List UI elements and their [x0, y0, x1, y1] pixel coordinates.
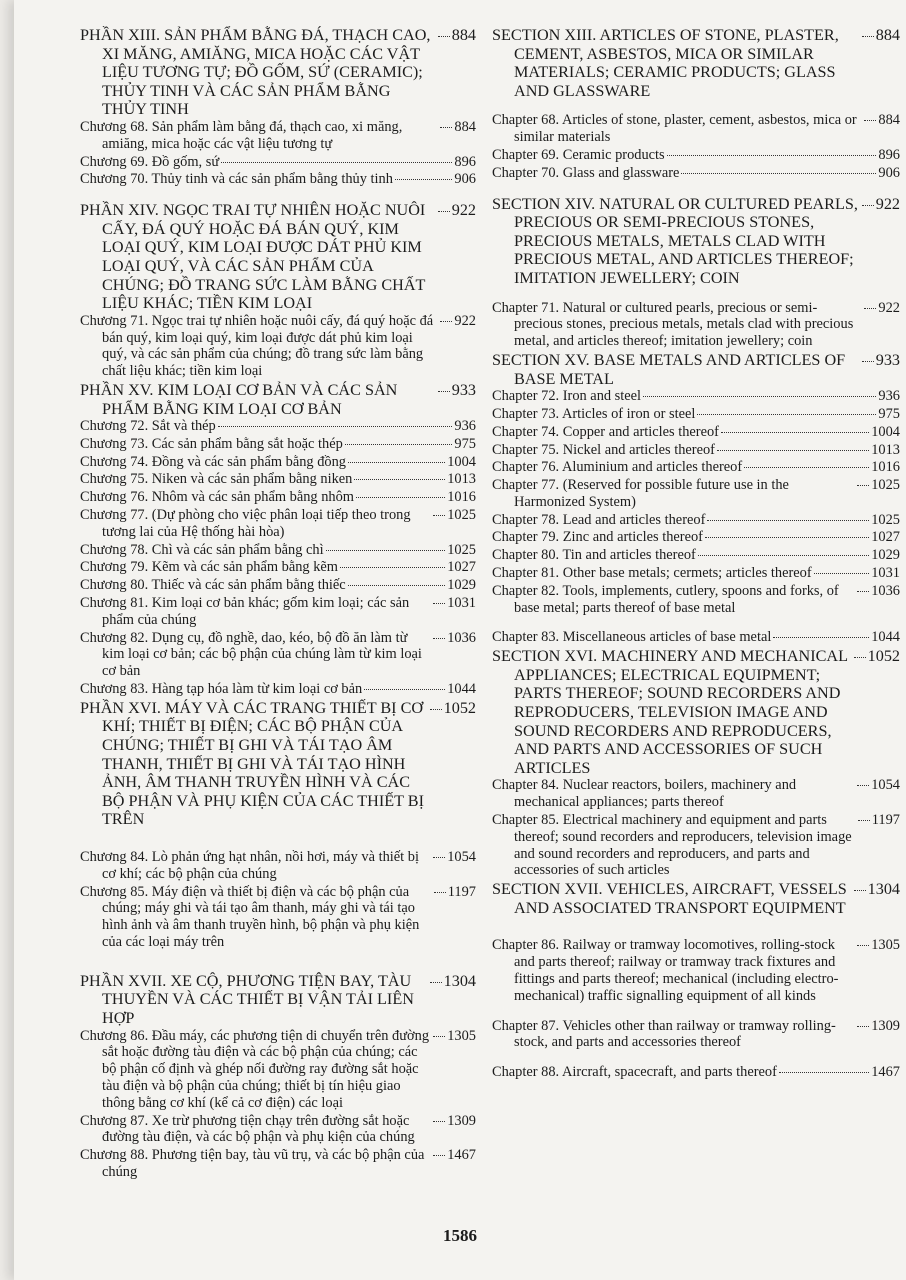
toc-chapter-entry: Chương 76. Nhôm và các sản phẩm bằng nhôm 1016 [80, 489, 476, 506]
dot-leader [857, 591, 869, 592]
toc-chapter-entry: Chapter 79. Zinc and articles thereof 1027 [492, 529, 900, 546]
dot-leader [854, 890, 866, 891]
toc-section-heading: PHẦN XVII. XE CỘ, PHƯƠNG TIỆN BAY, TÀU THUYỀN VÀ CÁC THIẾT BỊ VẬN TẢI LIÊN HỢP 1304 [80, 971, 476, 1027]
page-ref: 1029 [447, 577, 476, 594]
toc-chapter-entry: Chương 70. Thủy tinh và các sản phẩm bằng thủy tinh 906 [80, 171, 476, 188]
page-ref: 1029 [871, 547, 900, 564]
dot-leader [356, 497, 445, 498]
page-ref: 936 [454, 418, 476, 435]
page-ref: 1305 [871, 937, 900, 954]
page-ref: 1004 [447, 453, 476, 470]
dot-leader [717, 450, 869, 451]
page-ref: 1054 [447, 849, 476, 865]
page-ref: 1467 [447, 1147, 476, 1164]
dot-leader [707, 520, 869, 521]
dot-leader [348, 585, 446, 586]
page-ref: 1025 [871, 511, 900, 528]
dot-leader [857, 485, 869, 486]
page-ref: 1025 [447, 541, 476, 558]
page-ref: 1031 [447, 595, 476, 612]
dot-leader [433, 638, 445, 639]
dot-leader [814, 573, 870, 574]
toc-chapter-entry: Chương 69. Đồ gốm, sứ 896 [80, 153, 476, 170]
toc-chapter-entry: Chapter 81. Other base metals; cermets; articles thereof 1031 [492, 565, 900, 582]
page-number: 1586 [443, 1226, 477, 1245]
dot-leader [433, 515, 445, 516]
page-ref: 1305 [447, 1027, 476, 1044]
page-ref: 1044 [447, 681, 476, 698]
page-ref: 1309 [871, 1017, 900, 1034]
toc-chapter-entry: Chapter 80. Tin and articles thereof 1029 [492, 547, 900, 564]
dot-leader [433, 1036, 445, 1037]
dot-leader [681, 173, 876, 174]
dot-leader [862, 205, 874, 206]
page-ref: 1025 [871, 477, 900, 494]
toc-chapter-entry: Chương 71. Ngọc trai tự nhiên hoặc nuôi cấy, đá quý hoặc đá bán quý, kim loại quý, kim loại được dát phủ kim loại quý, và các sản phẩm của chúng; đồ trang sức làm bằng chất liệu khác; tiền kim loại 922 [80, 312, 476, 380]
page-ref: 922 [451, 201, 476, 220]
dot-leader [430, 982, 442, 983]
dot-leader [433, 1121, 445, 1122]
page-ref: 1052 [867, 647, 900, 666]
toc-section-heading: PHẦN XVI. MÁY VÀ CÁC TRANG THIẾT BỊ CƠ KHÍ; THIẾT BỊ ĐIỆN; CÁC BỘ PHẬN CỦA CHÚNG; THIẾT BỊ GHI VÀ TÁI TẠO ÂM THANH, THIẾT BỊ GHI VÀ TÁI TẠO HÌNH ẢNH, ÂM THANH TRUYỀN HÌNH VÀ CÁC BỘ PHẬN VÀ PHỤ KIỆN CỦA CÁC THIẾT BỊ TRÊN 1052 [80, 698, 476, 829]
page-ref: 1016 [447, 489, 476, 506]
toc-chapter-entry: Chương 81. Kim loại cơ bản khác; gốm kim loại; các sản phẩm của chúng 1031 [80, 595, 476, 628]
dot-leader [433, 1155, 445, 1156]
toc-chapter-entry: Chapter 78. Lead and articles thereof 1025 [492, 511, 900, 528]
dot-leader [221, 162, 452, 163]
dot-leader [857, 945, 869, 946]
toc-column-vietnamese [80, 26, 476, 1182]
page-ref: 1197 [871, 812, 900, 829]
toc-chapter-entry: Chương 79. Kẽm và các sản phẩm bằng kẽm 1027 [80, 559, 476, 576]
toc-chapter-entry: Chapter 71. Natural or cultured pearls, precious or semi-precious stones, precious metals, metals clad with precious metal, and articles thereof; imitation jewellery; coin 922 [492, 299, 900, 350]
page-ref: 884 [451, 26, 476, 44]
toc-section-heading: PHẦN XIII. SẢN PHẨM BẰNG ĐÁ, THẠCH CAO, XI MĂNG, AMIĂNG, MICA HOẶC CÁC VẬT LIỆU TƯƠNG TỰ; ĐỒ GỐM, SỨ (CERAMIC); THỦY TINH VÀ CÁC SẢN PHẨM BẰNG THỦY TINH 884 [80, 26, 476, 119]
dot-leader [354, 479, 445, 480]
toc-chapter-entry: Chương 74. Đồng và các sản phẩm bằng đồng 1004 [80, 453, 476, 470]
page-ref: 1013 [871, 441, 900, 458]
page-ref: 1025 [447, 507, 476, 524]
page-ref: 1016 [871, 459, 900, 476]
dot-leader [433, 857, 445, 858]
page-ref: 1027 [871, 529, 900, 546]
page-ref: 975 [454, 435, 476, 452]
page-ref: 1004 [871, 423, 900, 440]
toc-chapter-entry: Chapter 69. Ceramic products 896 [492, 146, 900, 163]
dot-leader [857, 785, 869, 786]
page-ref: 896 [454, 153, 476, 170]
toc-chapter-entry: Chapter 86. Railway or tramway locomotives, rolling-stock and parts thereof; railway or tramway track fixtures and fittings and parts thereof; mechanical (including electro-mechanical) traffic signalling equipment of all kinds 1305 [492, 937, 900, 1004]
dot-leader [705, 537, 869, 538]
dot-leader [721, 432, 869, 433]
dot-leader [440, 127, 452, 128]
page-ref: 975 [878, 405, 900, 422]
page-ref: 1197 [447, 883, 476, 900]
dot-leader [862, 361, 874, 362]
page-ref: 933 [875, 350, 900, 369]
toc-chapter-entry: Chương 68. Sản phẩm làm bằng đá, thạch cao, xi măng, amiăng, mica hoặc các vật liệu tương tự 884 [80, 118, 476, 152]
page-ref: 1044 [871, 629, 900, 646]
document-page [14, 0, 906, 1280]
page-ref: 884 [454, 118, 476, 135]
dot-leader [438, 36, 450, 37]
toc-chapter-entry: Chương 80. Thiếc và các sản phẩm bằng thiếc 1029 [80, 577, 476, 594]
toc-column-english [492, 26, 900, 1082]
toc-section-heading: PHẦN XV. KIM LOẠI CƠ BẢN VÀ CÁC SẢN PHẨM BẰNG KIM LOẠI CƠ BẢN 933 [80, 380, 476, 418]
dot-leader [864, 308, 876, 309]
toc-chapter-entry: Chương 72. Sắt và thép 936 [80, 418, 476, 435]
dot-leader [773, 637, 869, 638]
toc-chapter-entry: Chương 73. Các sản phẩm bằng sắt hoặc thép 975 [80, 435, 476, 452]
dot-leader [434, 892, 446, 893]
page-ref: 1467 [871, 1064, 900, 1081]
page-ref: 933 [451, 380, 476, 399]
page-ref: 922 [454, 312, 476, 329]
dot-leader [395, 179, 453, 180]
page-ref: 884 [875, 26, 900, 44]
dot-leader [667, 155, 877, 156]
toc-chapter-entry: Chương 78. Chì và các sản phẩm bằng chì 1025 [80, 541, 476, 558]
page-ref: 936 [878, 388, 900, 405]
dot-leader [438, 211, 450, 212]
page-ref: 884 [878, 112, 900, 129]
toc-chapter-entry: Chapter 77. (Reserved for possible future use in the Harmonized System) 1025 [492, 477, 900, 510]
dot-leader [340, 567, 445, 568]
dot-leader [438, 391, 450, 392]
toc-chapter-entry: Chapter 83. Miscellaneous articles of base metal 1044 [492, 629, 900, 646]
dot-leader [218, 426, 453, 427]
toc-chapter-entry: Chapter 68. Articles of stone, plaster, cement, asbestos, mica or similar materials 884 [492, 112, 900, 146]
dot-leader [364, 689, 445, 690]
toc-chapter-entry: Chương 82. Dụng cụ, đồ nghề, dao, kéo, bộ đồ ăn làm từ kim loại cơ bản; các bộ phận của chúng làm từ kim loại cơ bản 1036 [80, 629, 476, 680]
toc-section-heading: PHẦN XIV. NGỌC TRAI TỰ NHIÊN HOẶC NUÔI CẤY, ĐÁ QUÝ HOẶC ĐÁ BÁN QUÝ, KIM LOẠI QUÝ, KIM LOẠI ĐƯỢC DÁT PHỦ KIM LOẠI QUÝ, VÀ CÁC SẢN PHẨM CỦA CHÚNG; ĐỒ TRANG SỨC LÀM BẰNG CHẤT LIỆU KHÁC; TIỀN KIM LOẠI 922 [80, 201, 476, 313]
dot-leader [430, 709, 442, 710]
dot-leader [858, 820, 870, 821]
page-ref: 906 [878, 164, 900, 181]
toc-chapter-entry: Chapter 73. Articles of iron or steel 975 [492, 405, 900, 422]
toc-chapter-entry: Chapter 70. Glass and glassware 906 [492, 164, 900, 181]
page-ref: 1031 [871, 565, 900, 582]
page-ref: 906 [454, 171, 476, 188]
dot-leader [744, 467, 869, 468]
toc-section-heading: SECTION XIV. NATURAL OR CULTURED PEARLS, PRECIOUS OR SEMI-PRECIOUS STONES, PRECIOUS METALS, METALS CLAD WITH PRECIOUS METAL, AND ARTICLES THEREOF; IMITATION JEWELLERY; COIN 922 [492, 194, 900, 287]
dot-leader [779, 1072, 869, 1073]
toc-chapter-entry: Chương 75. Niken và các sản phẩm bằng niken 1013 [80, 471, 476, 488]
toc-chapter-entry: Chương 88. Phương tiện bay, tàu vũ trụ, và các bộ phận của chúng 1467 [80, 1147, 476, 1180]
dot-leader [433, 603, 445, 604]
toc-chapter-entry: Chương 77. (Dự phòng cho việc phân loại tiếp theo trong tương lai của Hệ thống hài hòa) 1025 [80, 507, 476, 540]
toc-chapter-entry: Chapter 75. Nickel and articles thereof 1013 [492, 441, 900, 458]
toc-chapter-entry: Chương 84. Lò phản ứng hạt nhân, nồi hơi, máy và thiết bị cơ khí; các bộ phận của chúng 1054 [80, 849, 476, 882]
page-ref: 1052 [443, 698, 476, 717]
page-ref: 1304 [443, 971, 476, 990]
dot-leader [862, 36, 874, 37]
page-ref: 1304 [867, 880, 900, 899]
page-ref: 1036 [871, 582, 900, 599]
dot-leader [326, 550, 446, 551]
toc-chapter-entry: Chapter 87. Vehicles other than railway or tramway rolling-stock, and parts and accessories thereof 1309 [492, 1017, 900, 1051]
toc-chapter-entry: Chapter 72. Iron and steel 936 [492, 388, 900, 405]
page-ref: 896 [878, 146, 900, 163]
page-ref: 1309 [447, 1112, 476, 1129]
toc-chapter-entry: Chương 86. Đầu máy, các phương tiện di chuyển trên đường sắt hoặc đường tàu điện và các bộ phận của chúng; các bộ phận cố định và ghép nối đường ray đường sắt hoặc tàu điện và bộ phận của chúng; thiết bị tín hiệu giao thông bằng cơ khí (kể cả cơ điện) các loại 1305 [80, 1027, 476, 1111]
toc-chapter-entry: Chapter 85. Electrical machinery and equipment and parts thereof; sound recorders and reproducers, television image and sound recorders and reproducers, and parts and accessories of such articles 1197 [492, 812, 900, 879]
page-ref: 1013 [447, 471, 476, 488]
dot-leader [440, 321, 452, 322]
toc-chapter-entry: Chapter 74. Copper and articles thereof 1004 [492, 423, 900, 440]
toc-chapter-entry: Chương 83. Hàng tạp hóa làm từ kim loại cơ bản 1044 [80, 681, 476, 698]
toc-chapter-entry: Chapter 84. Nuclear reactors, boilers, machinery and mechanical appliances; parts thereof 1054 [492, 777, 900, 811]
page-ref: 1054 [871, 777, 900, 794]
toc-section-heading: SECTION XVII. VEHICLES, AIRCRAFT, VESSELS AND ASSOCIATED TRANSPORT EQUIPMENT 1304 [492, 880, 900, 917]
dot-leader [348, 462, 445, 463]
toc-chapter-entry: Chapter 88. Aircraft, spacecraft, and parts thereof 1467 [492, 1064, 900, 1081]
dot-leader [643, 396, 876, 397]
toc-chapter-entry: Chapter 82. Tools, implements, cutlery, spoons and forks, of base metal; parts thereof of base metal 1036 [492, 582, 900, 616]
toc-section-heading: SECTION XIII. ARTICLES OF STONE, PLASTER, CEMENT, ASBESTOS, MICA OR SIMILAR MATERIALS; CERAMIC PRODUCTS; GLASS AND GLASSWARE 884 [492, 26, 900, 100]
toc-chapter-entry: Chapter 76. Aluminium and articles thereof 1016 [492, 459, 900, 476]
toc-chapter-entry: Chương 85. Máy điện và thiết bị điện và các bộ phận của chúng; máy ghi và tái tạo âm thanh, máy ghi và tái tạo hình ảnh và âm thanh truyền hình, bộ phận và phụ kiện của các loại máy trên 1197 [80, 883, 476, 950]
page-ref: 922 [878, 299, 900, 316]
dot-leader [857, 1026, 869, 1027]
toc-chapter-entry: Chương 87. Xe trừ phương tiện chạy trên đường sắt hoặc đường tàu điện, và các bộ phận và phụ kiện của chúng 1309 [80, 1112, 476, 1146]
page-ref: 1027 [447, 559, 476, 576]
toc-section-heading: SECTION XVI. MACHINERY AND MECHANICAL APPLIANCES; ELECTRICAL EQUIPMENT; PARTS THEREOF; SOUND RECORDERS AND REPRODUCERS, TELEVISION IMAGE AND SOUND RECORDERS AND REPRODUCERS, AND PARTS AND ACCESSORIES OF SUCH ARTICLES 1052 [492, 647, 900, 777]
page-ref: 922 [875, 194, 900, 213]
dot-leader [697, 414, 876, 415]
page-ref: 1036 [447, 629, 476, 646]
dot-leader [345, 444, 453, 445]
toc-section-heading: SECTION XV. BASE METALS AND ARTICLES OF BASE METAL 933 [492, 350, 900, 388]
dot-leader [854, 657, 866, 658]
dot-leader [698, 555, 869, 556]
dot-leader [864, 120, 876, 121]
